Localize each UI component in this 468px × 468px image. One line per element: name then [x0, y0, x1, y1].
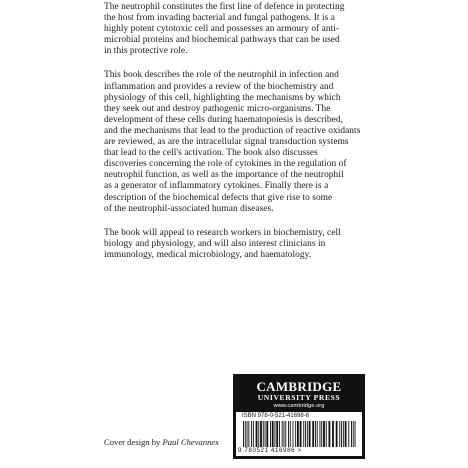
barcode-bar — [323, 421, 325, 447]
barcode-bar — [253, 421, 254, 447]
barcode-bar — [270, 421, 271, 447]
barcode-bar — [263, 421, 264, 447]
barcode-bar — [288, 421, 289, 447]
barcode-bar — [345, 421, 347, 447]
barcode-bar — [326, 421, 327, 447]
barcode-bar — [336, 421, 338, 447]
barcode-bar — [355, 421, 356, 447]
barcode-bar — [276, 421, 278, 447]
barcode-bar — [293, 421, 294, 447]
barcode-bar — [329, 421, 331, 447]
barcode-bar — [256, 421, 258, 447]
barcode-bar — [258, 421, 259, 447]
barcode-bar — [243, 421, 244, 447]
barcode-bar — [260, 421, 262, 447]
barcode-bar — [341, 421, 342, 447]
barcode-bar — [248, 421, 249, 447]
barcode-bar — [321, 421, 322, 447]
barcode-bar — [279, 421, 280, 447]
barcode-bar — [272, 421, 274, 447]
publisher-block — [233, 374, 365, 459]
barcode-bar — [332, 421, 334, 447]
barcode-bar — [251, 421, 252, 447]
barcode-bar — [290, 421, 291, 447]
barcode-bar — [315, 421, 316, 447]
barcode-bar — [284, 421, 285, 447]
barcode-bar — [245, 421, 246, 447]
barcode-bar — [339, 421, 340, 447]
credit-prefix: Cover design by — [104, 437, 163, 447]
barcode-bar — [343, 421, 344, 447]
barcode-bar — [265, 421, 266, 447]
publisher-website: www.cambridge.org — [273, 403, 325, 409]
barcode-bar — [353, 421, 354, 447]
barcode-bar — [300, 421, 302, 447]
barcode-bar — [317, 421, 318, 447]
barcode-bar — [295, 421, 296, 447]
book-description — [104, 0, 366, 274]
barcode-bar — [307, 421, 308, 447]
barcode-icon — [242, 421, 358, 447]
barcode-bar — [312, 421, 314, 447]
barcode-bar — [285, 421, 286, 447]
barcode-bar — [348, 421, 349, 447]
credit-designer: Paul Chevannes — [162, 437, 219, 447]
barcode-panel — [236, 412, 362, 456]
publisher-name-line1: CAMBRIDGE — [256, 379, 342, 394]
barcode-digits: 9 780521 416986 > — [238, 447, 302, 454]
cover-design-credit — [104, 437, 219, 447]
isbn-label: ISBN 978-0-521-41698-6 — [242, 413, 310, 419]
barcode-bar — [351, 421, 352, 447]
barcode-bar — [320, 421, 321, 447]
description-paragraph-1: The neutrophil constitutes the first line of defence in protecting the host from invading bacterial and fungal pathogens. It is a highly potent cytotoxic cell and possesses an armoury of anti- microbial proteins and biochemical pathways that can be used in this protective role. — [104, 2, 345, 57]
publisher-name-line2: UNIVERSITY PRESS — [257, 393, 341, 402]
barcode-bar — [266, 421, 268, 447]
barcode-bar — [247, 421, 248, 447]
barcode-bar — [297, 421, 299, 447]
description-paragraph-3: The book will appeal to research workers in biochemistry, cell biology and physiology, and will also interest clinicians in immunology, medical microbiology, and haematology. — [104, 227, 341, 260]
barcode-bar — [282, 421, 283, 447]
barcode-bar — [303, 421, 304, 447]
barcode-bar — [309, 421, 311, 447]
barcode-bar — [275, 421, 276, 447]
description-paragraph-2: This book describes the role of the neutrophil in infection and inflammation and provides a review of the biochemistry and physiology of this cell, highlighting the mechanisms by which they seek out and destroy pathogenic micro-organisms. The development of these cells during haematopoiesis is described, and the mechanisms that lead to the production of reactive oxidants are reviewed, as are the intracellular signal transduction systems that lead to the cell's activation. The book also discusses discoveries concerning the role of cytokines in the regulation of neutrophil function, as well as the importance of the neutrophil as a generator of inflammatory cytokines. Finally there is a description of the biochemical defects that give rise to some of the neutrophil-associated human diseases. — [104, 70, 361, 214]
barcode-bar — [305, 421, 306, 447]
